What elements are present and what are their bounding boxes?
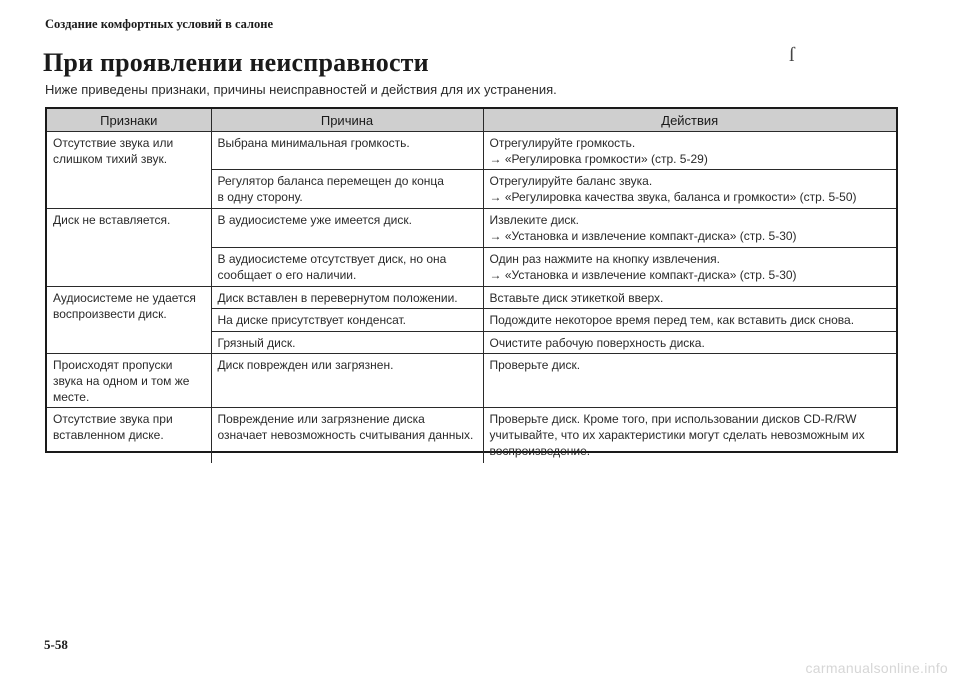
symptom-cell — [47, 354, 211, 408]
action-text: Вставьте диск этикеткой вверх. — [489, 291, 664, 305]
cause-text: Регулятор баланса перемещен до конца — [217, 174, 444, 188]
symptom-text: воспроизвести диск. — [53, 307, 167, 321]
table-row — [47, 132, 896, 170]
cause-cell — [211, 170, 483, 209]
header-actions: Действия — [483, 109, 896, 132]
action-text: → «Регулировка качества звука, баланса и громкости» (стр. 5-50) — [489, 190, 857, 204]
page-number: 5-58 — [44, 637, 68, 652]
action-text: Проверьте диск. Кроме того, при использовании дисков CD-R/RW — [489, 412, 857, 426]
table-header-row — [47, 109, 896, 132]
margin-mark: ſ — [789, 44, 795, 66]
cause-cell — [211, 354, 483, 408]
cause-text: Повреждение или загрязнение диска — [217, 412, 425, 426]
cause-cell — [211, 408, 483, 463]
action-cell — [483, 132, 896, 170]
action-text: воспроизведение. — [489, 444, 591, 458]
symptom-text: Отсутствие звука или — [53, 136, 174, 150]
cause-cell — [211, 248, 483, 287]
cause-text: В аудиосистеме уже имеется диск. — [217, 213, 412, 227]
troubleshooting-table — [45, 107, 898, 458]
cause-text: Диск вставлен в перевернутом положении. — [217, 291, 458, 305]
action-cell — [483, 209, 896, 248]
action-text: Один раз нажмите на кнопку извлечения. — [489, 252, 721, 266]
symptom-text: звука на одном и том же — [53, 374, 190, 388]
symptom-text: слишком тихий звук. — [53, 152, 168, 166]
symptom-text: Диск не вставляется. — [53, 213, 171, 227]
action-cell — [483, 354, 896, 408]
action-text: → «Установка и извлечение компакт-диска» (стр. 5-30) — [489, 268, 797, 282]
action-cell — [483, 408, 896, 463]
symptom-text: Аудиосистеме не удается — [53, 291, 196, 305]
cause-cell — [211, 287, 483, 309]
table-row — [47, 287, 896, 309]
table-row — [47, 354, 896, 408]
cause-cell — [211, 209, 483, 248]
action-cell — [483, 248, 896, 287]
action-text: → «Установка и извлечение компакт-диска» (стр. 5-30) — [489, 229, 797, 243]
watermark: carmanualsonline.info — [805, 660, 948, 676]
troubleshooting-table-grid — [47, 109, 896, 463]
cause-text: В аудиосистеме отсутствует диск, но она — [217, 252, 447, 266]
table-row — [47, 209, 896, 248]
action-cell — [483, 332, 896, 354]
action-text: Отрегулируйте громкость. — [489, 136, 636, 150]
action-cell — [483, 309, 896, 332]
cause-text: сообщает о его наличии. — [217, 268, 357, 282]
action-cell — [483, 287, 896, 309]
header-symptoms: Признаки — [47, 109, 211, 132]
symptom-cell — [47, 287, 211, 354]
cause-cell — [211, 332, 483, 354]
action-cell — [483, 170, 896, 209]
cause-text: На диске присутствует конденсат. — [217, 313, 406, 327]
page-title: При проявлении неисправности — [43, 48, 429, 77]
symptom-text: вставленном диске. — [53, 428, 164, 442]
action-text: Подождите некоторое время перед тем, как вставить диск снова. — [489, 313, 855, 327]
cause-text: означает невозможность считывания данных. — [217, 428, 474, 442]
symptom-cell — [47, 408, 211, 463]
cause-text: Грязный диск. — [217, 336, 296, 350]
header-cause: Причина — [211, 109, 483, 132]
symptom-text: Отсутствие звука при — [53, 412, 173, 426]
section-header: Создание комфортных условий в салоне — [45, 17, 274, 31]
action-text: → «Регулировка громкости» (стр. 5-29) — [489, 152, 708, 166]
action-text: Очистите рабочую поверхность диска. — [489, 336, 705, 350]
symptom-cell — [47, 209, 211, 287]
cause-text: в одну сторону. — [217, 190, 303, 204]
cause-cell — [211, 132, 483, 170]
cause-text: Диск поврежден или загрязнен. — [217, 358, 394, 372]
cause-text: Выбрана минимальная громкость. — [217, 136, 410, 150]
action-text: Отрегулируйте баланс звука. — [489, 174, 653, 188]
action-text: Извлеките диск. — [489, 213, 580, 227]
page-subtitle: Ниже приведены признаки, причины неисправностей и действия для их устранения. — [45, 82, 557, 97]
action-text: учитывайте, что их характеристики могут сделать невозможным их — [489, 428, 865, 442]
table-row — [47, 408, 896, 463]
symptom-text: Происходят пропуски — [53, 358, 173, 372]
action-text: Проверьте диск. — [489, 358, 581, 372]
symptom-text: месте. — [53, 390, 90, 404]
symptom-cell — [47, 132, 211, 209]
cause-cell — [211, 309, 483, 332]
